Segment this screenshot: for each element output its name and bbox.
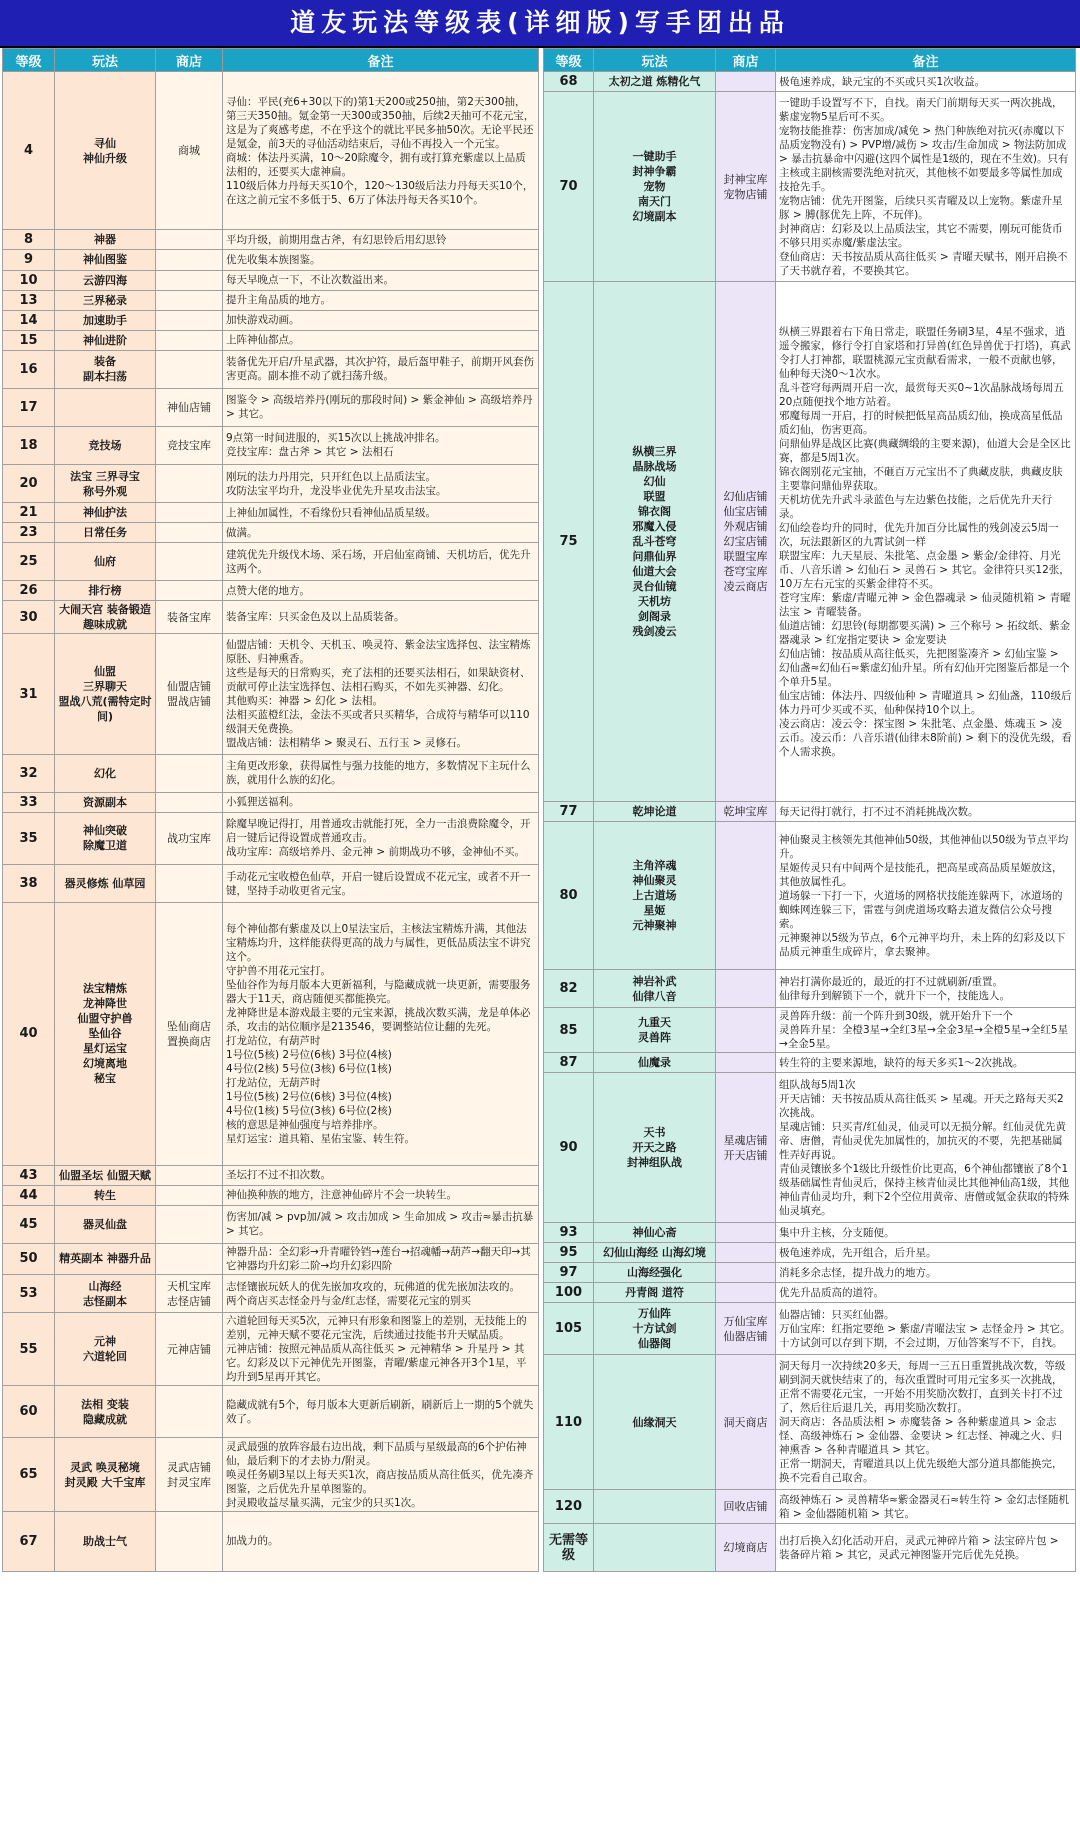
shop-cell: [156, 270, 223, 290]
shop-cell: [156, 1205, 223, 1243]
note-cell: 加战力的。: [223, 1511, 539, 1571]
note-cell: 隐藏成就有5个，每月版本大更新后刷新，刷新后上一期的5个就失效了。: [223, 1386, 539, 1438]
shop-cell: 乾坤宝库: [716, 802, 776, 822]
table-row: [544, 1283, 1076, 1303]
header-level: 等级: [3, 49, 55, 72]
level-cell: 60: [3, 1386, 55, 1438]
level-cell: 43: [3, 1165, 55, 1185]
level-cell: 26: [3, 581, 55, 601]
level-cell: 18: [3, 426, 55, 464]
level-cell: 85: [544, 1008, 594, 1053]
level-cell: 32: [3, 754, 55, 792]
shop-cell: [156, 250, 223, 270]
level-cell: 40: [3, 903, 55, 1166]
table-row: [544, 1008, 1076, 1053]
note-cell: 神仙聚灵主核领先其他神仙50级，其他神仙以50级为节点平均升。 星姬传灵只有中间两个是技能孔，把高星或高品质星姬放这，其他放属性孔。 道场躲一下打一下，火道场的网格状技能连躲两下，冰道场的蜘蛛网连躲三下，雷霆与剑虎道场攻略去道友微信公众号搜索。 元神聚神以5级为节点，6个元神平均升，未上阵的幻彩及以下品质元神重生成碎片，拿去聚神。: [776, 822, 1076, 970]
shop-cell: 封神宝库 宠物店铺: [716, 92, 776, 282]
level-cell: 21: [3, 503, 55, 523]
play-cell: [594, 1490, 716, 1524]
shop-cell: [156, 581, 223, 601]
shop-cell: [156, 330, 223, 350]
left-table: [2, 48, 539, 1572]
shop-cell: 仙盟店铺 盟战店铺: [156, 634, 223, 754]
shop-cell: 天机宝库 志怪店铺: [156, 1275, 223, 1313]
level-cell: 45: [3, 1205, 55, 1243]
table-row: [3, 903, 539, 1166]
table-row: [3, 1205, 539, 1243]
shop-cell: [156, 864, 223, 902]
play-cell: 山海经强化: [594, 1263, 716, 1283]
level-cell: 30: [3, 601, 55, 634]
shop-cell: [156, 350, 223, 388]
table-row: [3, 230, 539, 250]
table-row: [3, 290, 539, 310]
level-cell: 50: [3, 1243, 55, 1274]
table-row: [3, 634, 539, 754]
note-cell: 六道轮回每天买5次，元神只有形象和图鉴上的差别，无技能上的差别，元神天赋不要花元宝洗，后续通过技能书升天赋品质。 元神店铺：按照元神品质从高往低买 > 元神精华 > 升星丹 > 其它。幻彩及以下元神优先开图鉴，青曜/紫虚元神各开3个1星，平均升到5星再开其它。: [223, 1313, 539, 1386]
play-cell: 加速助手: [55, 310, 156, 330]
level-cell: 9: [3, 250, 55, 270]
table-row: [544, 1524, 1076, 1572]
shop-cell: [156, 754, 223, 792]
table-row: [544, 1355, 1076, 1490]
shop-cell: [156, 792, 223, 812]
level-cell: 93: [544, 1223, 594, 1243]
page-title: 道友玩法等级表(详细版)写手团出品: [0, 0, 1080, 48]
shop-cell: 神仙店铺: [156, 388, 223, 426]
note-cell: 点赞大佬的地方。: [223, 581, 539, 601]
play-cell: 日常任务: [55, 523, 156, 543]
note-cell: 手动花元宝收橙色仙草，开启一键后设置成不花元宝，或者不开一键，坚持手动收更省元宝。: [223, 864, 539, 902]
note-cell: 寻仙：平民(充6+30以下的)第1天200或250抽，第2天300抽，第三天350抽。氪金第一天300或350抽，后续2天抽可不花元宝，这是为了爽感考虑，不在乎这个的就比平民多抽50次。无论平民还是氪金，前3天的寻仙活动结束后，寻仙不再投入一个元宝。 商城：体法丹买满，10～20除魔令，拥有或打算充紫虚以上品质法相的，还要买大虚神扁。 110级后体力丹每天买10个，120～130级后法力丹每天买10个，在这之前元宝不多低于5、6万了体法丹每天各买10个。: [223, 72, 539, 230]
play-cell: 法相 变装 隐藏成就: [55, 1386, 156, 1438]
header-note: 备注: [776, 49, 1076, 72]
level-cell: 53: [3, 1275, 55, 1313]
table-row: [3, 1185, 539, 1205]
play-cell: 灵武 唤灵秘境 封灵殿 大千宝库: [55, 1438, 156, 1511]
table-row: [544, 1073, 1076, 1223]
note-cell: 消耗多余志怪，提升战力的地方。: [776, 1263, 1076, 1283]
play-cell: 仙盟 三界聊天 盟战八荒(需特定时间): [55, 634, 156, 754]
play-cell: 仙盟圣坛 仙盟天赋: [55, 1165, 156, 1185]
level-cell: 120: [544, 1490, 594, 1524]
level-cell: 无需等级: [544, 1524, 594, 1572]
shop-cell: 战功宝库: [156, 812, 223, 864]
table-row: [3, 812, 539, 864]
level-cell: 23: [3, 523, 55, 543]
note-cell: 组队战每5周1次 开天店铺：天书按品质从高往低买 > 星魂。开天之路每天买2次挑战。 星魂店铺：只买青/红仙灵，仙灵可以无损分解。红仙灵优先黄帝、唐僧，青仙灵优先加属性的，加抗灭的不要，先把基础属性弄好再说。 青仙灵镶嵌多个1级比升级性价比更高，6个神仙都镶嵌了8个1级基础属性青仙灵后，保持主核青仙灵比其他神仙高1级，其他神仙青仙灵均升，剩下2个空位用黄帝、唐僧或氪金获取的特殊仙灵填充。: [776, 1073, 1076, 1223]
table-row: [3, 1386, 539, 1438]
note-cell: 建筑优先升级伐木场、采石场，开启仙室商铺、天机坊后，优先升这两个。: [223, 543, 539, 581]
level-cell: 65: [3, 1438, 55, 1511]
note-cell: 加快游戏动画。: [223, 310, 539, 330]
note-cell: 神岩打满你最近的，最近的打不过就刷新/重置。 仙律每升到解锁下一个，就升下一个，技能选人。: [776, 970, 1076, 1008]
note-cell: 极龟速养成，先开组合，后升星。: [776, 1243, 1076, 1263]
note-cell: 伤害加/减 > pvp加/减 > 攻击加成 > 生命加成 > 攻击≈暴击抗暴 > 其它。: [223, 1205, 539, 1243]
shop-cell: 星魂店铺 开天店铺: [716, 1073, 776, 1223]
shop-cell: 万仙宝库 仙器店铺: [716, 1303, 776, 1355]
note-cell: 圣坛打不过不扣次数。: [223, 1165, 539, 1185]
table-row: [3, 1511, 539, 1571]
shop-cell: [156, 1185, 223, 1205]
table-row: [3, 330, 539, 350]
shop-cell: [716, 1243, 776, 1263]
shop-cell: [156, 523, 223, 543]
level-cell: 13: [3, 290, 55, 310]
level-cell: 55: [3, 1313, 55, 1386]
play-cell: 神器: [55, 230, 156, 250]
play-cell: 神仙图鉴: [55, 250, 156, 270]
note-cell: 集中升主核，分支随便。: [776, 1223, 1076, 1243]
play-cell: 法宝 三界寻宝 称号外观: [55, 464, 156, 502]
note-cell: 神仙换种族的地方，注意神仙碎片不会一块转生。: [223, 1185, 539, 1205]
shop-cell: [156, 1243, 223, 1274]
header-shop: 商店: [156, 49, 223, 72]
table-row: [3, 792, 539, 812]
table-row: [3, 350, 539, 388]
shop-cell: 灵武店铺 封灵宝库: [156, 1438, 223, 1511]
note-cell: 刚玩的法力丹用完，只开红色以上品质法宝。 攻防法宝平均升，龙没毕业优先升星攻击法宝。: [223, 464, 539, 502]
note-cell: 图鉴令 > 高级培养丹(刚玩的那段时间) > 紫金神仙 > 高级培养丹 > 其它。: [223, 388, 539, 426]
shop-cell: [716, 970, 776, 1008]
play-cell: 天书 开天之路 封神组队战: [594, 1073, 716, 1223]
table-row: [3, 864, 539, 902]
play-cell: 神仙护法: [55, 503, 156, 523]
level-cell: 16: [3, 350, 55, 388]
table-row: [3, 1243, 539, 1274]
level-cell: 8: [3, 230, 55, 250]
shop-cell: [716, 1283, 776, 1303]
note-cell: 除魔早晚记得打，用普通攻击就能打死，全力一击浪费除魔令，开启一键后记得设置成普通攻击。 战功宝库：高级培养丹、金元神 > 前期战功不够，金神仙不买。: [223, 812, 539, 864]
level-cell: 20: [3, 464, 55, 502]
level-cell: 87: [544, 1053, 594, 1073]
note-cell: 平均升级，前期用盘古斧，有幻思铃后用幻思铃: [223, 230, 539, 250]
play-cell: 助战士气: [55, 1511, 156, 1571]
table-row: [3, 523, 539, 543]
play-cell: 主角淬魂 神仙聚灵 上古道场 星姬 元神聚神: [594, 822, 716, 970]
level-cell: 14: [3, 310, 55, 330]
table-row: [544, 1243, 1076, 1263]
table-row: [3, 754, 539, 792]
note-cell: 灵武最强的放阵容最右边出战，剩下品质与星级最高的6个护佑神仙，最后剩下的才去协力/附灵。 唤灵任务刷3星以上每天买1次，商店按品质从高往低买，优先凑齐图鉴，之后优先升星单图鉴的。 封灵殿收益尽量买满，元宝少的只买1次。: [223, 1438, 539, 1511]
table-row: [3, 388, 539, 426]
table-row: [544, 282, 1076, 802]
shop-cell: [156, 290, 223, 310]
table-row: [544, 970, 1076, 1008]
note-cell: 每天记得打就行，打不过不消耗挑战次数。: [776, 802, 1076, 822]
note-cell: 极龟速养成，缺元宝的不买或只买1次收益。: [776, 72, 1076, 92]
note-cell: 上阵神仙都点。: [223, 330, 539, 350]
note-cell: 装备优先开启/升星武器，其次护符，最后盔甲鞋子，前期开风套伤害更高。副本推不动了就扫荡升级。: [223, 350, 539, 388]
level-cell: 38: [3, 864, 55, 902]
play-cell: 器灵修炼 仙草园: [55, 864, 156, 902]
table-row: [3, 72, 539, 230]
play-cell: 资源副本: [55, 792, 156, 812]
play-cell: 纵横三界 晶脉战场 幻仙 联盟 锦衣阁 邪魔入侵 乱斗苍穹 问鼎仙界 仙道大会 灵台仙镜 天机坊 剑阁录 残剑凌云: [594, 282, 716, 802]
note-cell: 做满。: [223, 523, 539, 543]
level-cell: 77: [544, 802, 594, 822]
level-cell: 90: [544, 1073, 594, 1223]
play-cell: 排行榜: [55, 581, 156, 601]
level-cell: 75: [544, 282, 594, 802]
table-row: [3, 1165, 539, 1185]
shop-cell: [156, 1165, 223, 1185]
level-cell: 33: [3, 792, 55, 812]
table-row: [544, 1263, 1076, 1283]
play-cell: 仙魔录: [594, 1053, 716, 1073]
table-row: [3, 270, 539, 290]
note-cell: 志怪镶嵌玩妖人的优先嵌加攻攻的，玩佛道的优先嵌加法攻的。 两个商店买志怪金丹与金/红志怪，需要花元宝的别买: [223, 1275, 539, 1313]
shop-cell: [156, 230, 223, 250]
note-cell: 转生符的主要来源地，缺符的每天多买1～2次挑战。: [776, 1053, 1076, 1073]
note-cell: 洞天每月一次持续20多天，每周一三五日重置挑战次数，等级刷到洞天就快结束了的，每次重置时可用元宝多买一次挑战，正常不需要花元宝，一开始不用奖励次数打，直到关卡打不过了，然后往后退几关，再用奖励次数打。 洞天商店：各品质法相 > 赤魔装备 > 各种紫虚道具 > 金志怪、高级神炼石 > 金仙器、金要诀 > 红志怪、神魂之火、归神熏香 > 各种青曜道具 > 其它。 正常一期洞天，青曜道具以上优先级绝大部分道具都能换完，换不完看自己取舍。: [776, 1355, 1076, 1490]
level-cell: 10: [3, 270, 55, 290]
shop-cell: [716, 1263, 776, 1283]
table-row: [3, 1438, 539, 1511]
table-row: [3, 310, 539, 330]
table-row: [544, 1053, 1076, 1073]
table-row: [544, 822, 1076, 970]
table-row: [3, 581, 539, 601]
note-cell: 神器升品：全幻彩→升青曜铃铛→莲台→招魂幡→葫芦→翻天印→其它神器均升幻彩二阶→均升幻彩四阶: [223, 1243, 539, 1274]
level-cell: 80: [544, 822, 594, 970]
level-cell: 97: [544, 1263, 594, 1283]
table-row: [3, 503, 539, 523]
note-cell: 每个神仙都有紫虚及以上0星法宝后，主核法宝精炼升满，其他法宝精炼均升，这样能获得更高的战力与属性，更低品质法宝不讲究这个。 守护兽不用花元宝打。 坠仙谷作为每月版本大更新福利，与隐藏成就一块更新，需要服务器大于11天，商店随便买都能换完。 龙神降世是本游戏最主要的元宝来源，挑战次数买满，龙是单体必杀，攻击的站位顺序是213546，要调整站位让翻的先死。 打龙站位，有葫芦时 1号位(5核) 2号位(6核) 3号位(4核) 4号位(2核) 5号位(3核) 6号位(1核) 打龙站位，无葫芦时 1号位(5核) 2号位(6核) 3号位(4核) 4号位(1核) 5号位(3核) 6号位(2核) 核的意思是神仙强度与培养排序。 星灯运宝：道具箱、星佑宝鉴、转生符。: [223, 903, 539, 1166]
shop-cell: [156, 310, 223, 330]
play-cell: 神仙心斋: [594, 1223, 716, 1243]
play-cell: 竞技场: [55, 426, 156, 464]
play-cell: 大闹天宫 装备锻造 趣味成就: [55, 601, 156, 634]
shop-cell: 竞技宝库: [156, 426, 223, 464]
level-cell: 100: [544, 1283, 594, 1303]
shop-cell: [716, 1008, 776, 1053]
play-cell: 转生: [55, 1185, 156, 1205]
right-table: [543, 48, 1076, 1572]
shop-cell: 商城: [156, 72, 223, 230]
level-cell: 44: [3, 1185, 55, 1205]
table-row: [544, 72, 1076, 92]
level-cell: 17: [3, 388, 55, 426]
table-row: [544, 802, 1076, 822]
table-row: [544, 1223, 1076, 1243]
shop-cell: [716, 72, 776, 92]
table-row: [3, 250, 539, 270]
play-cell: 仙缘洞天: [594, 1355, 716, 1490]
table-row: [544, 92, 1076, 282]
header-level: 等级: [544, 49, 594, 72]
level-cell: 82: [544, 970, 594, 1008]
note-cell: 出打后换入幻化活动开启，灵武元神碎片箱 > 法宝碎片包 > 装备碎片箱 > 其它，灵武元神图鉴开完后优先兑换。: [776, 1524, 1076, 1572]
shop-cell: [716, 1223, 776, 1243]
play-cell: 幻仙山海经 山海幻境: [594, 1243, 716, 1263]
shop-cell: 坠仙商店 置换商店: [156, 903, 223, 1166]
note-cell: 一键助手设置写不下，自找。南天门前期每天买一两次挑战，紫虚宠物5星后可不买。 宠物技能推荐：伤害加成/减免 > 热门种族绝对抗灭(赤魔以下品质宠物没有) > PVP增/减伤 > 攻击/生命加成 > 物法防加成 > 暴击抗暴命中闪避(这四个属性是1级的，现在不生效)。只有主核或主副核需要洗绝对抗灭，其他核不如要最多等属性加成技抢先手。 宠物店铺：优先开图鉴，后续只买青曜及以上宠物。紫虚升星豚 > 膊(豚优先上阵，不玩伴)。 封神商店：幻彩及以上品质法宝，其它不需要，刚玩可能货币不够只用买赤魔/紫虚法宝。 登仙商店：天书按品质从高往低买 > 青曜天赋书，刚开启换不了天书就存着，不要换其它。: [776, 92, 1076, 282]
play-cell: 九重天 灵兽阵: [594, 1008, 716, 1053]
note-cell: 灵兽阵升级：前一个阵升到30级，就开始升下一个 灵兽阵升星：全橙3星→全红3星→全金3星→全橙5星→全红5星→全金5星。: [776, 1008, 1076, 1053]
play-cell: 一键助手 封神争霸 宠物 南天门 幻境副本: [594, 92, 716, 282]
shop-cell: [156, 464, 223, 502]
play-cell: 云游四海: [55, 270, 156, 290]
level-cell: 67: [3, 1511, 55, 1571]
shop-cell: 元神店铺: [156, 1313, 223, 1386]
shop-cell: [156, 503, 223, 523]
note-cell: 仙盟店铺：天机令、天机玉、唤灵符、紫金法宝选择包、法宝精炼原胚、归神熏香。 这些是每天的日常购买，充了法相的还要买法相石，如果缺资材、贡献可停止法宝选择包、法相石购买，不如先买神器、幻化。 其他购买：神器 > 幻化 > 法相。 法相买蓝橙红法，金法不买或者只买精华，合成符与精华可以110级洞天免费换。 盟战店铺：法相精华 > 聚灵石、五行玉 > 灵修石。: [223, 634, 539, 754]
level-cell: 95: [544, 1243, 594, 1263]
note-cell: 仙器店铺：只买红仙器。 万仙宝库：红指定要绝 > 紫虚/青曜法宝 > 志怪金丹 > 其它。 十方试剑可以存到下期，不会过期，万仙答案写不下，自找。: [776, 1303, 1076, 1355]
play-cell: 太初之道 炼精化气: [594, 72, 716, 92]
note-cell: 优先收集本族图鉴。: [223, 250, 539, 270]
table-row: [3, 1313, 539, 1386]
play-cell: [55, 388, 156, 426]
table-row: [3, 601, 539, 634]
level-cell: 31: [3, 634, 55, 754]
table-row: [3, 464, 539, 502]
play-cell: 仙府: [55, 543, 156, 581]
play-cell: 神岩补武 仙律八音: [594, 970, 716, 1008]
shop-cell: 回收店铺: [716, 1490, 776, 1524]
table-row: [3, 426, 539, 464]
note-cell: 主角更改形象，获得属性与强力技能的地方，多数情况下主玩什么族，就用什么族的幻化。: [223, 754, 539, 792]
play-cell: [594, 1524, 716, 1572]
level-cell: 4: [3, 72, 55, 230]
play-cell: 万仙阵 十方试剑 仙器阁: [594, 1303, 716, 1355]
level-cell: 35: [3, 812, 55, 864]
play-cell: 器灵仙盘: [55, 1205, 156, 1243]
note-cell: 纵横三界跟着右下角日常走，联盟任务刷3星，4星不强求，逍遥令搬家，修行令打自家塔和打异兽(红色异兽优于打塔)，真武令打人打神都，联盟桃源元宝贡献看需求，一般不贡献也够，仙种每天浇0～1次水。 乱斗苍穹每两周开启一次，最赏每天买0~1次晶脉战场每周五20点随便找个地方站着。 邪魔每周一开启，打的时候把低星高品质幻仙，换成高星低品质幻仙，伤害更高。 问鼎仙界是战区比赛(典藏绸缎的主要来源)，仙道大会是全区比赛，都是5周1次。 锦衣阁别花元宝抽，不砸百万元宝出不了典藏皮肤，典藏皮肤主要靠问鼎仙界获取。 天机坊优先升武斗录蓝色与左边紫色技能，之后优先升天行录。 幻仙绘卷均升的同时，优先升加百分比属性的残剑凌云5周一次，玩法跟新区的九霄试剑一样 联盟宝库：九天星辰、朱批笔、点金墨 > 紫金/金律符、月光币、八音乐谱 > 幻仙石 > 灵兽石 > 其它。金律符只买12张，10万左右元宝的买紫金律符不买。 苍穹宝库：紫虚/青曜元神 > 金色器魂录 > 仙灵随机箱 > 青曜法宝 > 青曜装备。 仙道店铺：幻思铃(每期都要买满) > 三个称号 > 拓纹纸、紫金器魂录 > 红宠指定要诀 > 金宠要诀 幻仙店铺：按品质从高往低买，先把图鉴凑齐 > 幻仙宝鉴 > 幻仙盏≈幻仙石≈紫虚幻仙升星。所有幻仙开完图鉴后都是一个个单升5星。 仙宝店铺：体法丹、四级仙种 > 青曜道具 > 幻仙盏，110级后体力丹可少买或不买，仙种保持10个以上。 凌云商店：凌云令：探宝图 > 朱批笔、点金墨、炼魂玉 > 凌云币。凌云币：八音乐谱(仙律未8阶前) > 剩下的没优先级，看个人需求换。: [776, 282, 1076, 802]
play-cell: 神仙突破 除魔卫道: [55, 812, 156, 864]
shop-cell: 幻境商店: [716, 1524, 776, 1572]
shop-cell: [156, 1511, 223, 1571]
level-cell: 105: [544, 1303, 594, 1355]
note-cell: 每天早晚点一下，不让次数溢出来。: [223, 270, 539, 290]
play-cell: 三界秘录: [55, 290, 156, 310]
note-cell: 上神仙加属性，不看缘份只看神仙品质星级。: [223, 503, 539, 523]
header-play: 玩法: [55, 49, 156, 72]
shop-cell: 洞天商店: [716, 1355, 776, 1490]
level-cell: 70: [544, 92, 594, 282]
shop-cell: [156, 543, 223, 581]
shop-cell: [716, 822, 776, 970]
play-cell: 山海经 志怪副本: [55, 1275, 156, 1313]
level-cell: 68: [544, 72, 594, 92]
play-cell: 寻仙 神仙升级: [55, 72, 156, 230]
play-cell: 精英副本 神器升品: [55, 1243, 156, 1274]
shop-cell: 幻仙店铺 仙宝店铺 外观店铺 幻宝店铺 联盟宝库 苍穹宝库 凌云商店: [716, 282, 776, 802]
play-cell: 乾坤论道: [594, 802, 716, 822]
shop-cell: [716, 1053, 776, 1073]
note-cell: 高级神炼石 > 灵兽精华≈紫金器灵石≈转生符 > 金幻志怪随机箱 > 金仙器随机箱 > 其它。: [776, 1490, 1076, 1524]
note-cell: 提升主角品质的地方。: [223, 290, 539, 310]
play-cell: 丹青阁 道符: [594, 1283, 716, 1303]
note-cell: 装备宝库：只买金色及以上品质装备。: [223, 601, 539, 634]
level-cell: 25: [3, 543, 55, 581]
table-row: [544, 1303, 1076, 1355]
play-cell: 神仙进阶: [55, 330, 156, 350]
note-cell: 优先升品质高的道符。: [776, 1283, 1076, 1303]
table-row: [3, 543, 539, 581]
note-cell: 9点第一时间进服的，买15次以上挑战冲排名。 竞技宝库：盘古斧 > 其它 > 法相石: [223, 426, 539, 464]
play-cell: 元神 六道轮回: [55, 1313, 156, 1386]
play-cell: 幻化: [55, 754, 156, 792]
header-note: 备注: [223, 49, 539, 72]
play-cell: 法宝精炼 龙神降世 仙盟守护兽 坠仙谷 星灯运宝 幻境离地 秘宝: [55, 903, 156, 1166]
play-cell: 装备 副本扫荡: [55, 350, 156, 388]
table-row: [544, 1490, 1076, 1524]
table-row: [3, 1275, 539, 1313]
shop-cell: 装备宝库: [156, 601, 223, 634]
header-shop: 商店: [716, 49, 776, 72]
level-cell: 15: [3, 330, 55, 350]
header-play: 玩法: [594, 49, 716, 72]
shop-cell: [156, 1386, 223, 1438]
level-cell: 110: [544, 1355, 594, 1490]
note-cell: 小狐狸送福利。: [223, 792, 539, 812]
